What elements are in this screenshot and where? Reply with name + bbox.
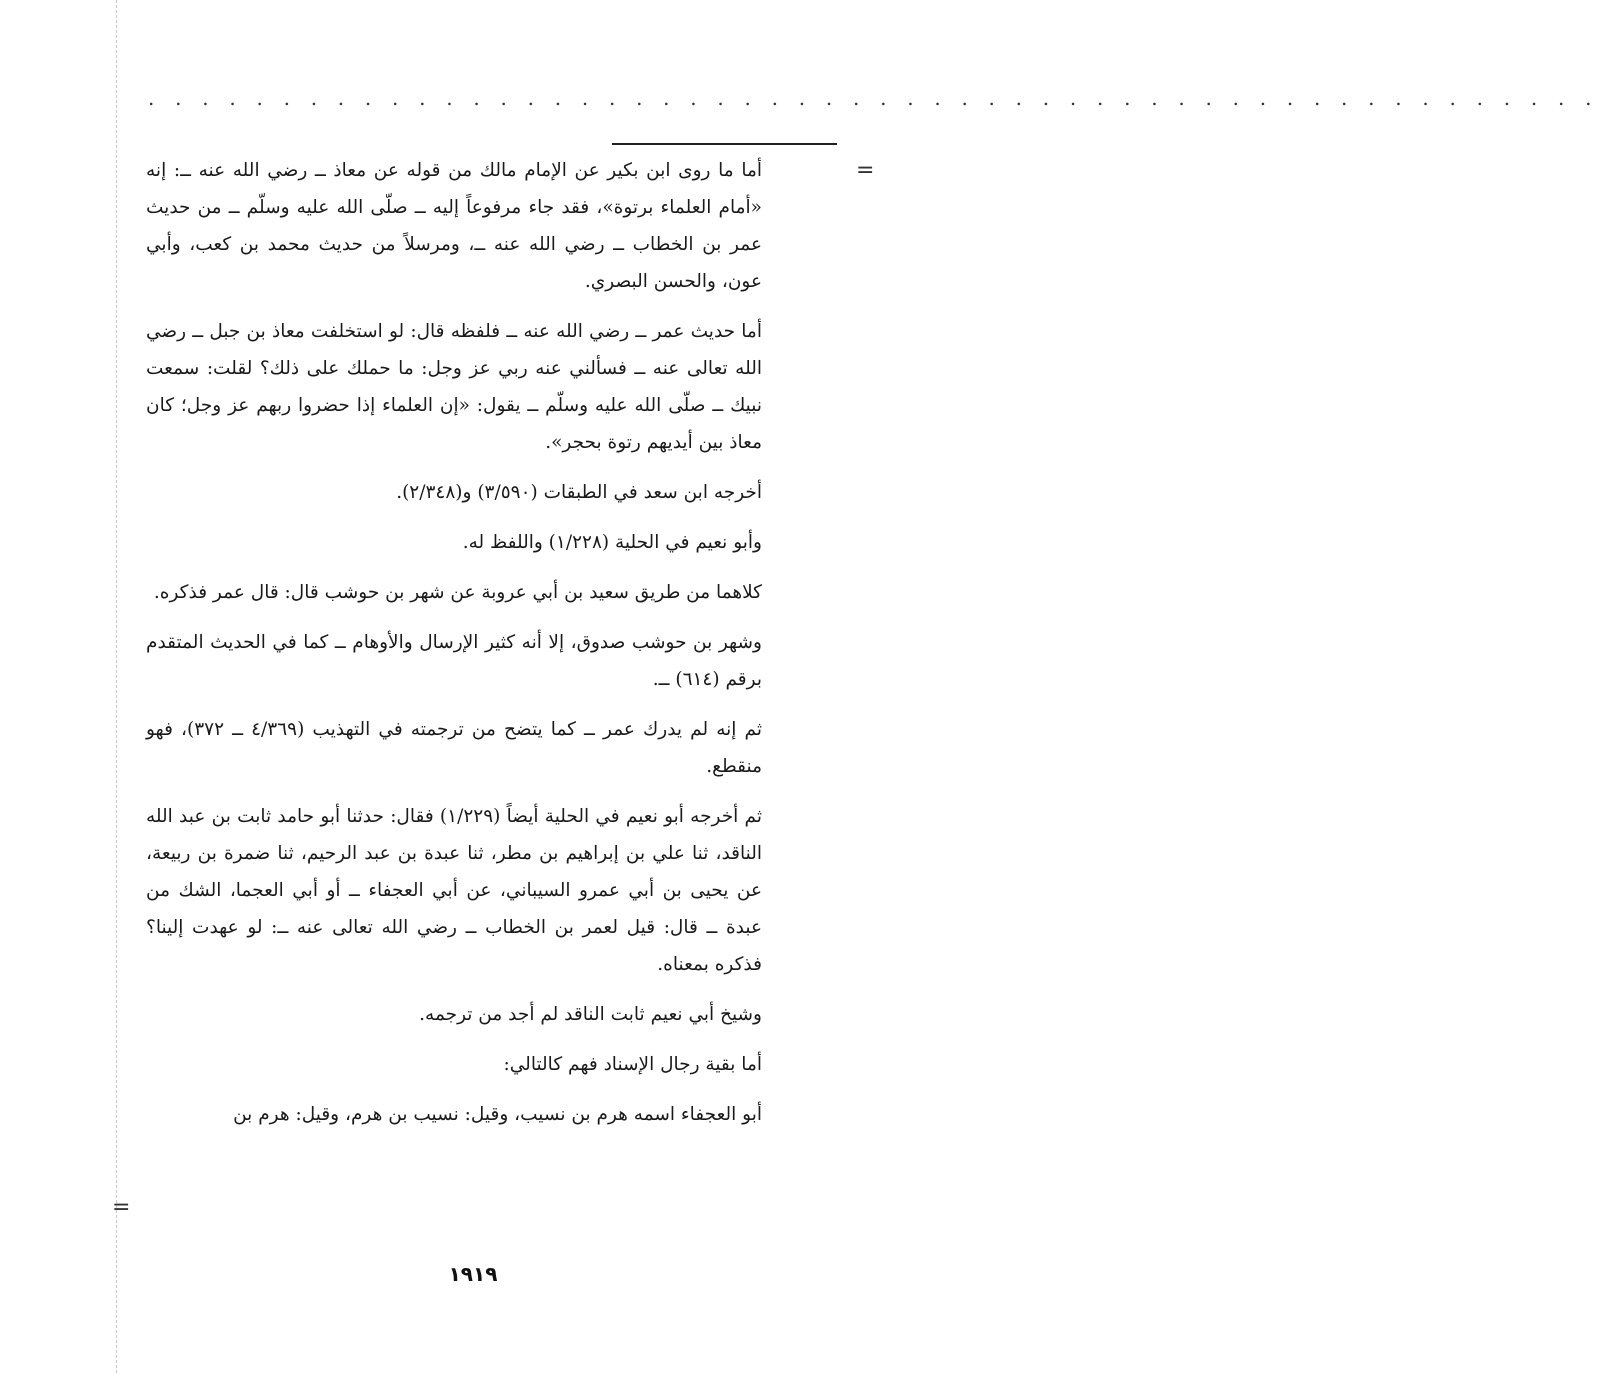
continuation-mark-bottom: =	[112, 1195, 131, 1220]
paragraph-2: أما حديث عمر ــ رضي الله عنه ــ فلفظه قال: لو استخلفت معاذ بن جبل ــ رضي الله تعالى عنه ــ فسألني عنه ربي عز وجل: ما حملك على ذلك؟ لقلت: سمعت نبيك ــ صلّى الله عليه وسلّم ــ يقول: «إن العلماء إذا حضروا ربهم عز وجل؛ كان معاذ بين أيديهم رتوة بحجر».	[146, 321, 762, 453]
page-number: ١٩١٩	[448, 1262, 498, 1286]
paragraph-4: وأبو نعيم في الحلية (١/٢٢٨) واللفظ له.	[462, 532, 762, 553]
paragraph-3: أخرجه ابن سعد في الطبقات (٣/٥٩٠) و(٢/٣٤٨).	[396, 482, 762, 503]
paragraph-5: كلاهما من طريق سعيد بن أبي عروبة عن شهر بن حوشب قال: قال عمر فذكره.	[153, 582, 762, 603]
paragraph-11: أبو العجفاء اسمه هرم بن نسيب، وقيل: نسيب بن هرم، وقيل: هرم بن	[233, 1104, 762, 1125]
paragraph-1: أما ما روى ابن بكير عن الإمام مالك من قوله عن معاذ ــ رضي الله عنه ــ: إنه «أمام العلماء برتوة»، فقد جاء مرفوعاً إليه ــ صلّى الله عليه وسلّم ــ من حديث عمر بن الخطاب ــ رضي الله عنه ــ، ومرسلاً من حديث محمد بن كعب، وأبي عون، والحسن البصري.	[146, 160, 762, 292]
scan-edge-line	[116, 0, 117, 1373]
footnote-separator-rule	[612, 143, 837, 145]
continuation-mark-top: =	[856, 158, 875, 183]
footnote-body	[146, 152, 762, 1146]
header-dotted-line: . . . . . . . . . . . . . . . . . . . . . . . . . . . . . . . . . . . . . . . . . . . . . . . . . . . . . .	[148, 86, 1599, 110]
paragraph-7: ثم إنه لم يدرك عمر ــ كما يتضح من ترجمته في التهذيب (٤/٣٦٩ ــ ٣٧٢)، فهو منقطع.	[146, 719, 763, 777]
paragraph-8: ثم أخرجه أبو نعيم في الحلية أيضاً (١/٢٢٩) فقال: حدثنا أبو حامد ثابت بن عبد الله الناقد، ثنا علي بن إبراهيم بن مطر، ثنا عبدة بن عبد الرحيم، ثنا ضمرة بن ربيعة، عن يحيى بن أبي عمرو السيباني، عن أبي العجفاء ــ أو أبي العجما، الشك من عبدة ــ قال: قيل لعمر بن الخطاب ــ رضي الله تعالى عنه ــ: لو عهدت إلينا؟ فذكره بمعناه.	[146, 806, 762, 975]
paragraph-6: وشهر بن حوشب صدوق، إلا أنه كثير الإرسال والأوهام ــ كما في الحديث المتقدم برقم (٦١٤) ــ.	[146, 632, 762, 690]
paragraph-9: وشيخ أبي نعيم ثابت الناقد لم أجد من ترجمه.	[419, 1004, 762, 1025]
paragraph-10: أما بقية رجال الإسناد فهم كالتالي:	[503, 1054, 762, 1075]
